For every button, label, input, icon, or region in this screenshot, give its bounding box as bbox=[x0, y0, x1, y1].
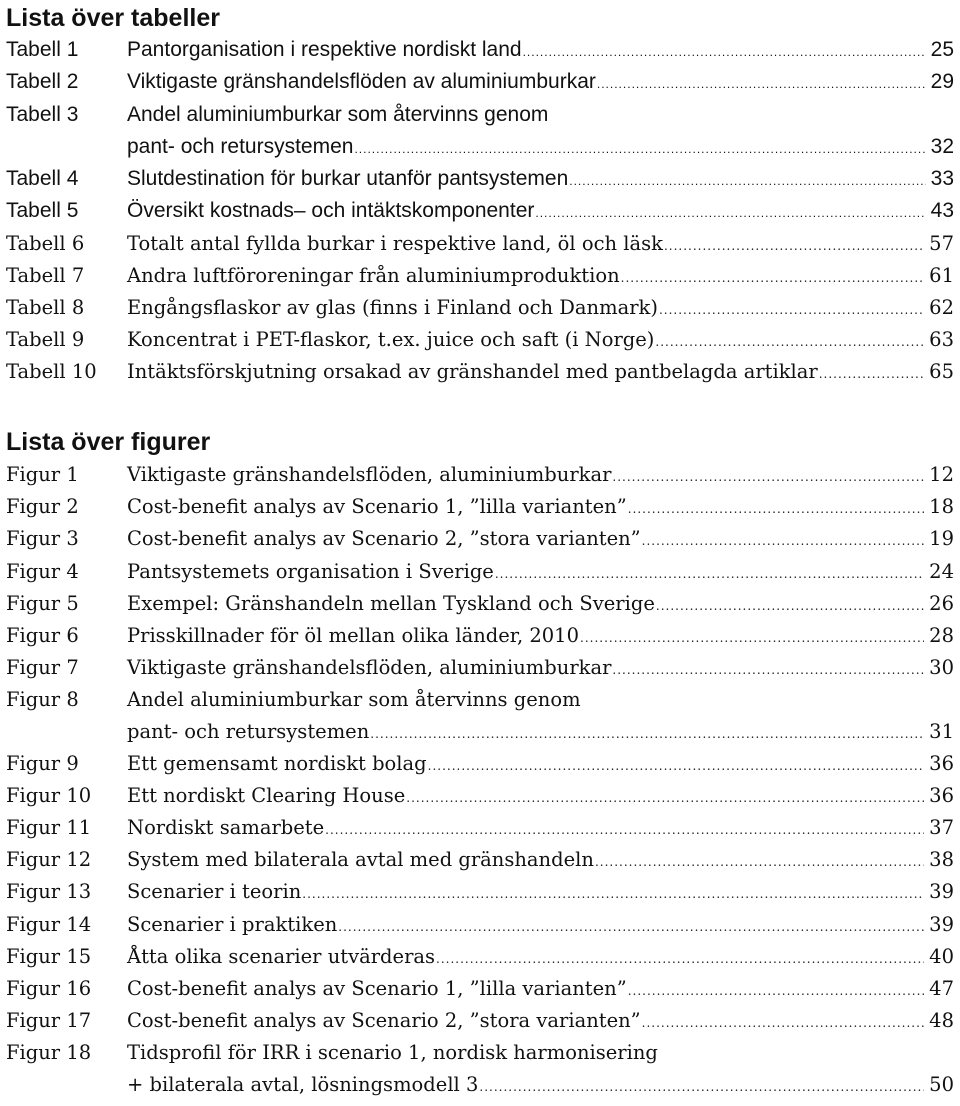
toc-entry[interactable] bbox=[6, 876, 954, 908]
toc-entry[interactable] bbox=[6, 620, 954, 652]
dot-leader bbox=[628, 975, 924, 1007]
entry-label: Figur 10 bbox=[6, 784, 92, 808]
dot-leader bbox=[569, 165, 925, 197]
entry-label: Figur 7 bbox=[6, 655, 79, 679]
page-number: 24 bbox=[929, 559, 954, 583]
dot-leader bbox=[436, 943, 924, 975]
toc-entry-continuation[interactable] bbox=[6, 716, 954, 748]
toc-entry[interactable] bbox=[6, 812, 954, 844]
toc-entry[interactable] bbox=[6, 556, 954, 588]
page-number: 36 bbox=[929, 784, 954, 808]
toc-entry[interactable] bbox=[6, 324, 954, 356]
tables-list bbox=[6, 34, 954, 388]
entry-title: Slutdestination för burkar utanför pantsystemen bbox=[127, 167, 569, 191]
dot-leader bbox=[302, 878, 924, 910]
entry-title: Viktigaste gränshandelsflöden, aluminiumburkar bbox=[127, 463, 612, 487]
entry-title: Prisskillnader för öl mellan olika länder, 2010 bbox=[127, 623, 579, 647]
entry-label: Tabell 10 bbox=[6, 360, 97, 384]
entry-title: Andra luftföroreningar från aluminiumproduktion bbox=[127, 263, 620, 287]
dot-leader bbox=[655, 326, 924, 358]
entry-label: Figur 14 bbox=[6, 912, 92, 936]
figures-heading: Lista över figurer bbox=[6, 428, 211, 457]
page-number: 30 bbox=[929, 655, 954, 679]
toc-entry[interactable] bbox=[6, 1037, 954, 1069]
dot-leader bbox=[642, 525, 925, 557]
toc-entry[interactable] bbox=[6, 780, 954, 812]
page-number: 36 bbox=[929, 752, 954, 776]
dot-leader bbox=[612, 654, 924, 686]
entry-label: Figur 8 bbox=[6, 687, 79, 711]
entry-title: Engångsflaskor av glas (finns i Finland och Danmark) bbox=[127, 295, 658, 319]
page-number: 63 bbox=[929, 328, 954, 352]
entry-title: Andel aluminiumburkar som återvinns genom bbox=[127, 687, 581, 711]
dot-leader bbox=[642, 1007, 925, 1039]
page-number: 26 bbox=[929, 591, 954, 615]
page-number: 18 bbox=[929, 495, 954, 519]
entry-label: Figur 15 bbox=[6, 944, 92, 968]
dot-leader bbox=[338, 911, 924, 943]
toc-entry[interactable] bbox=[6, 523, 954, 555]
toc-entry[interactable] bbox=[6, 260, 954, 292]
dot-leader bbox=[495, 558, 924, 590]
entry-label: Tabell 9 bbox=[6, 328, 85, 352]
dot-leader bbox=[535, 197, 925, 229]
toc-entry[interactable] bbox=[6, 66, 954, 98]
dot-leader bbox=[628, 493, 924, 525]
page-number: 48 bbox=[929, 1008, 954, 1032]
entry-label: Figur 12 bbox=[6, 848, 92, 872]
toc-entry-continuation[interactable] bbox=[6, 1069, 954, 1101]
page-number: 33 bbox=[930, 167, 954, 191]
page-number: 28 bbox=[929, 623, 954, 647]
entry-label: Figur 17 bbox=[6, 1008, 92, 1032]
entry-title: Ett gemensamt nordiskt bolag bbox=[127, 752, 427, 776]
page-number: 57 bbox=[929, 231, 954, 255]
dot-leader bbox=[370, 718, 924, 750]
entry-title: Översikt kostnads– och intäktskomponenter bbox=[127, 199, 535, 223]
entry-title: Åtta olika scenarier utvärderas bbox=[127, 944, 436, 968]
dot-leader bbox=[523, 36, 926, 68]
page-number: 65 bbox=[929, 360, 954, 384]
toc-entry[interactable] bbox=[6, 163, 954, 195]
entry-title: Ett nordiskt Clearing House bbox=[127, 784, 406, 808]
entry-label: Tabell 3 bbox=[6, 102, 79, 126]
entry-title: Cost-benefit analys av Scenario 1, ”lilla varianten” bbox=[127, 495, 627, 519]
page-number: 31 bbox=[929, 720, 954, 743]
entry-title: Cost-benefit analys av Scenario 1, ”lilla varianten” bbox=[127, 976, 627, 1000]
entry-title: Tidsprofil för IRR i scenario 1, nordisk harmonisering bbox=[127, 1040, 658, 1064]
dot-leader bbox=[354, 133, 925, 165]
entry-label: Figur 4 bbox=[6, 559, 79, 583]
entry-title: Scenarier i teorin bbox=[127, 880, 302, 904]
entry-title: Pantorganisation i respektive nordiskt land bbox=[127, 38, 522, 61]
entry-label: Tabell 5 bbox=[6, 199, 79, 223]
toc-entry[interactable] bbox=[6, 909, 954, 941]
toc-entry[interactable] bbox=[6, 652, 954, 684]
page-number: 40 bbox=[929, 944, 954, 968]
entry-title: Viktigaste gränshandelsflöden av aluminiumburkar bbox=[127, 70, 596, 94]
dot-leader bbox=[580, 622, 924, 654]
entry-title: Andel aluminiumburkar som återvinns genom bbox=[127, 102, 549, 126]
toc-entry[interactable] bbox=[6, 844, 954, 876]
entry-label: Figur 5 bbox=[6, 591, 79, 615]
toc-entry[interactable] bbox=[6, 356, 954, 388]
entry-title: Nordiskt samarbete bbox=[127, 816, 325, 840]
page-number: 39 bbox=[929, 912, 954, 936]
dot-leader bbox=[479, 1071, 924, 1103]
toc-entry-continuation[interactable] bbox=[6, 131, 954, 163]
entry-label: Figur 1 bbox=[6, 463, 79, 487]
page-number: 50 bbox=[929, 1073, 954, 1097]
entry-title: Scenarier i praktiken bbox=[127, 912, 338, 936]
toc-entry[interactable] bbox=[6, 195, 954, 227]
figures-list bbox=[6, 459, 954, 1101]
toc-entry[interactable] bbox=[6, 588, 954, 620]
toc-entry[interactable] bbox=[6, 941, 954, 973]
toc-entry[interactable] bbox=[6, 1005, 954, 1037]
entry-title: Viktigaste gränshandelsflöden, aluminiumburkar bbox=[127, 655, 612, 679]
page-number: 37 bbox=[929, 816, 954, 840]
tables-heading: Lista över tabeller bbox=[6, 4, 220, 32]
dot-leader bbox=[621, 262, 925, 294]
dot-leader bbox=[406, 782, 924, 814]
toc-entry[interactable] bbox=[6, 228, 954, 260]
entry-label: Figur 18 bbox=[6, 1040, 92, 1064]
entry-label: Tabell 8 bbox=[6, 295, 85, 319]
toc-entry[interactable] bbox=[6, 973, 954, 1005]
toc-entry[interactable] bbox=[6, 34, 954, 66]
page-number: 39 bbox=[929, 880, 954, 904]
page-number: 32 bbox=[930, 134, 954, 158]
dot-leader bbox=[595, 846, 924, 878]
toc-entry[interactable] bbox=[6, 491, 954, 523]
entry-title: Exempel: Gränshandeln mellan Tyskland och Sverige bbox=[127, 591, 655, 615]
entry-title: Koncentrat i PET-flaskor, t.ex. juice och saft (i Norge) bbox=[127, 328, 655, 352]
entry-label: Figur 11 bbox=[6, 816, 92, 840]
dot-leader bbox=[597, 68, 926, 100]
toc-entry[interactable] bbox=[6, 99, 954, 131]
page-number: 25 bbox=[930, 38, 954, 61]
entry-title: Cost-benefit analys av Scenario 2, ”stora varianten” bbox=[127, 1008, 641, 1032]
entry-label: Tabell 1 bbox=[6, 38, 79, 61]
entry-title: Intäktsförskjutning orsakad av gränshandel med pantbelagda artiklar bbox=[127, 360, 818, 384]
page-number: 61 bbox=[929, 263, 954, 287]
toc-entry[interactable] bbox=[6, 292, 954, 324]
entry-label: Figur 3 bbox=[6, 527, 79, 551]
toc-entry[interactable] bbox=[6, 684, 954, 716]
page-number: 19 bbox=[929, 527, 954, 551]
entry-label: Figur 13 bbox=[6, 880, 92, 904]
entry-title: Totalt antal fyllda burkar i respektive land, öl och läsk bbox=[127, 231, 663, 255]
dot-leader bbox=[325, 814, 924, 846]
entry-label: Figur 2 bbox=[6, 495, 79, 519]
entry-label: Tabell 7 bbox=[6, 263, 85, 287]
dot-leader bbox=[819, 358, 924, 390]
entry-title: Cost-benefit analys av Scenario 2, ”stora varianten” bbox=[127, 527, 641, 551]
dot-leader bbox=[612, 461, 924, 493]
toc-entry[interactable] bbox=[6, 748, 954, 780]
entry-label: Tabell 2 bbox=[6, 70, 79, 94]
entry-title: Pantsystemets organisation i Sverige bbox=[127, 559, 494, 583]
page-number: 43 bbox=[930, 199, 954, 223]
page-number: 62 bbox=[929, 295, 954, 319]
dot-leader bbox=[428, 750, 925, 782]
entry-label: Tabell 6 bbox=[6, 231, 85, 255]
entry-label: Figur 6 bbox=[6, 623, 79, 647]
dot-leader bbox=[659, 294, 924, 326]
page-number: 47 bbox=[929, 976, 954, 1000]
page-number: 38 bbox=[929, 848, 954, 872]
dot-leader bbox=[656, 590, 924, 622]
dot-leader bbox=[664, 230, 924, 262]
entry-title: pant- och retursystemen bbox=[127, 720, 370, 743]
toc-entry[interactable] bbox=[6, 459, 954, 491]
entry-title: pant- och retursystemen bbox=[127, 134, 354, 158]
page-number: 12 bbox=[929, 463, 954, 487]
entry-label: Tabell 4 bbox=[6, 167, 79, 191]
entry-label: Figur 16 bbox=[6, 976, 92, 1000]
entry-title: System med bilaterala avtal med gränshandeln bbox=[127, 848, 594, 872]
entry-label: Figur 9 bbox=[6, 752, 79, 776]
page-number: 29 bbox=[930, 70, 954, 94]
entry-title: + bilaterala avtal, lösningsmodell 3 bbox=[127, 1073, 479, 1097]
